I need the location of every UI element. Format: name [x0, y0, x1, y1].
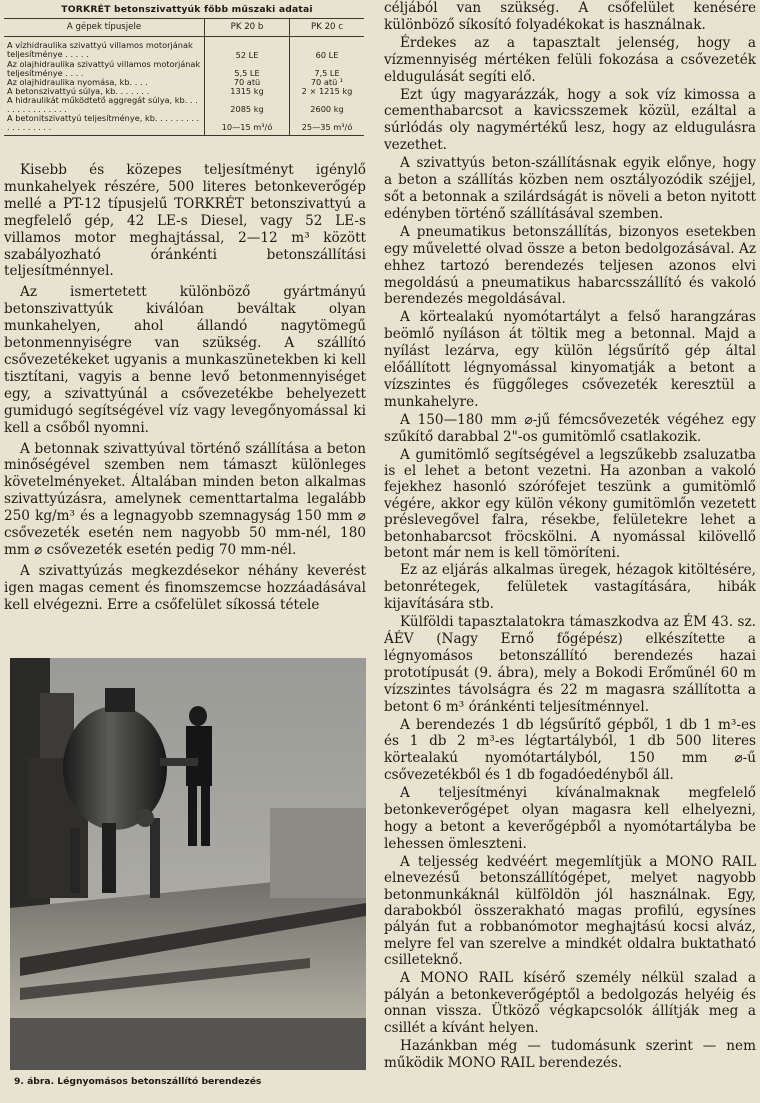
row-value-c: 2600 kg [290, 96, 365, 114]
paragraph: A szivattyúzás megkezdésekor néhány keverést igen magas cement és finomszemcse hozzáadásával kell elvégezni. Erre a csőfelület síkossá tétele [4, 562, 366, 613]
right-body-text [384, 0, 756, 1072]
row-label: A hidraulikát működtető aggregát súlya, kb. . . . . . . . . . . . . . . [7, 95, 198, 114]
paragraph: Hazánkban még — tudomásunk szerint — nem működik MONO RAIL berendezés. [384, 1038, 756, 1072]
row-value-b: 2085 kg [205, 96, 290, 114]
paragraph: Ez az eljárás alkalmas üregek, hézagok kitöltésére, betonrétegek, felületek vastagítására, hibák kijavítására stb. [384, 562, 756, 613]
row-label: Az olajhidraulika nyomása, kb. . . . [7, 77, 148, 87]
paragraph: Külföldi tapasztalatokra támaszkodva az ÉM 43. sz. ÁÉV (Nagy Ernő főgépész) elkészítette a légnyomásos betonszállító berendezés hazai prototípusát (9. ábra), mely a Bokodi Erőműnél 60 m vízszintes távolságra és 22 m magasra szállította a betont 6 m³ óránkénti teljesítménnyel. [384, 614, 756, 715]
paragraph: A gumitömlő segítségével a legszűkebb zsaluzatba is el lehet a betont vezetni. Ha azonban a vakoló fejekhez hasonló szórófejet teszünk a gumitömlő végére, akkor egy külön vékony gumitömlőn vezetett préslevegővel falra, résekbe, felületekre lehet a betonhabarcsot fröcskölni. A nyomással kilövellő betont már nem is kell tömöríteni. [384, 446, 756, 561]
photo-illustration [10, 658, 366, 1070]
paragraph: Érdekes az a tapasztalt jelenség, hogy a vízmennyiség mértéken felüli fokozása a csővezeték eldugulását segíti elő. [384, 34, 756, 85]
paragraph: céljából van szükség. A csőfelület kenésére különböző síkosító folyadékokat is használnak. [384, 0, 756, 33]
paragraph: Ezt úgy magyarázzák, hogy a sok víz kimossa a cementhabarcsot a kavicsszemek közül, ezáltal a súrlódás oly nagymértékű lesz, hogy az eldugulásra vezethet. [384, 86, 756, 154]
figure-number: 9. ábra. [14, 1076, 55, 1087]
paragraph: A berendezés 1 db légsűrítő gépből, 1 db 1 m³-es és 1 db 2 m³-es légtartályból, 1 db 500 literes körtealakú nyomótartályból, 150 mm ⌀-ű csővezetékből és 1 db fogadóedényből áll. [384, 716, 756, 784]
paragraph: A szivattyús beton-szállításnak egyik előnye, hogy a beton a szállítás közben nem osztályozódik széjjel, sőt a betonnak a szilárdságát is növeli a beton nyitott edényben történő szállításával szemben. [384, 155, 756, 222]
row-label: A vízhidraulika szivattyú villamos motorjának teljesítménye . . . . . [7, 40, 193, 59]
paragraph: Kisebb és közepes teljesítményt igénylő munkahelyek részére, 500 literes betonkeverőgép mellé a PT-12 típusjelű TORKRÉT betonszivattyú a megfelelő gép, 42 LE-s Diesel, vagy 52 LE-s villamos motor meghajtással, 2—12 m³ között szabályozható óránkénti betonszállítási teljesítménnyel. [4, 162, 366, 280]
table-row [4, 96, 364, 114]
paragraph: A MONO RAIL kísérő személy nélkül szalad a pályán a betonkeverőgéptől a bedolgozás helyéig és onnan vissza. Ütköző végkapcsolók állítják meg a csillét a kívánt helyen. [384, 969, 756, 1037]
left-column [4, 0, 370, 618]
figure-caption [14, 1076, 261, 1087]
row-value-c: 70 atü ¹ [290, 78, 365, 87]
header-machine-type: A gépek típusjele [4, 19, 205, 37]
row-value-c: 25—35 m³/ó [290, 114, 365, 136]
spec-table-header [4, 19, 364, 37]
paragraph: A pneumatikus betonszállítás, bizonyos esetekben egy műveletté olvad össze a beton bedolgozásával. Az ehhez tartozó berendezés teljesen azonos elvi megoldású a pneumatikus habarcsszállító és vakoló berendezés megoldásával. [384, 223, 756, 308]
row-value-b: 5,5 LE [205, 60, 290, 78]
row-value-b: 52 LE [205, 37, 290, 61]
row-value-c: 60 LE [290, 37, 365, 61]
paragraph: A teljesség kedvéért megemlítjük a MONO RAIL elnevezésű betonszállítógépet, melyet nagyobb betonmunkáknál külföldön jól használnak. Egy, darabokból összerakható magas profilú, egysínes pályán fut a robbanómotor meghajtású kocsi alváz, melyre fel van szerelve a mindkét oldalra buktatható csilleteknő. [384, 853, 756, 969]
figure-caption-text: Légnyomásos betonszállító berendezés [57, 1076, 262, 1087]
row-value-c: 7,5 LE [290, 60, 365, 78]
left-body-text [4, 162, 366, 614]
paragraph: Az ismertetett különböző gyártmányú betonszivattyúk kiválóan beváltak olyan munkahelyen, ahol állandó nagytömegű betonmennyiségre van szükség. A szállító csővezetékeket ugyanis a munkaszünetekben ki kell tisztítani, vagyis a benne levő betonmennyiséget egy, a szivattyúnál a csővezetékbe behelyezett gumidugó segítségével víz vagy levegőnyomással ki kell a csőből nyomni. [4, 284, 366, 436]
row-label: A betonszivattyú súlya, kb. . . . . . . [7, 86, 150, 96]
right-column [384, 0, 756, 1073]
figure-photo [10, 658, 366, 1070]
row-value-b: 10—15 m³/ó [205, 114, 290, 136]
table-caption: TORKRÉT betonszivattyúk főbb műszaki adatai [61, 4, 313, 15]
paragraph: A betonnak szivattyúval történő szállítása a beton minőségével szemben nem támaszt különleges követelményeket. Általában minden beton alkalmas szivattyúzásra, amelynek cementtartalma legalább 250 kg/m³ és a legnagyobb szemnagyság 150 mm ⌀ csővezeték esetén nem nagyobb 50 mm-nél, 180 mm ⌀ csővezeték esetén pedig 70 mm-nél. [4, 440, 366, 558]
table-row [4, 60, 364, 78]
row-value-b: 1315 kg [205, 87, 290, 96]
table-row [4, 37, 364, 61]
header-pk20b: PK 20 b [205, 19, 290, 37]
paragraph: A körtealakú nyomótartályt a felső harangzáras beömlő nyíláson át töltik meg a betonnal. Majd a nyílást lezárva, egy külön légsűrítő gép által előállított légnyomással kinyomatják a betont a vízszintes és függőleges csővezeték keresztül a munkahelyre. [384, 309, 756, 410]
row-value-c: 2 × 1215 kg [290, 87, 365, 96]
spec-table [4, 18, 364, 136]
row-value-b: 70 atü [205, 78, 290, 87]
row-label: Az olajhidraulika szivattyú villamos motorjának teljesítménye . . . . [7, 59, 201, 78]
header-pk20c: PK 20 c [290, 19, 365, 37]
paragraph: A teljesítményi kívánalmaknak megfelelő betonkeverőgépet olyan magasra kell elhelyezni, hogy a betont a keverőgépből a nyomótartályba be lehessen ömleszteni. [384, 785, 756, 852]
paragraph: A 150—180 mm ⌀-jű fémcsővezeték végéhez egy szűkítő darabbal 2"-os gumitömlő csatlakozik. [384, 411, 756, 445]
row-label: A betonitszivattyú teljesítménye, kb. . . . . . . . . . . . . . . . . . [4, 114, 205, 136]
table-row [4, 114, 364, 136]
